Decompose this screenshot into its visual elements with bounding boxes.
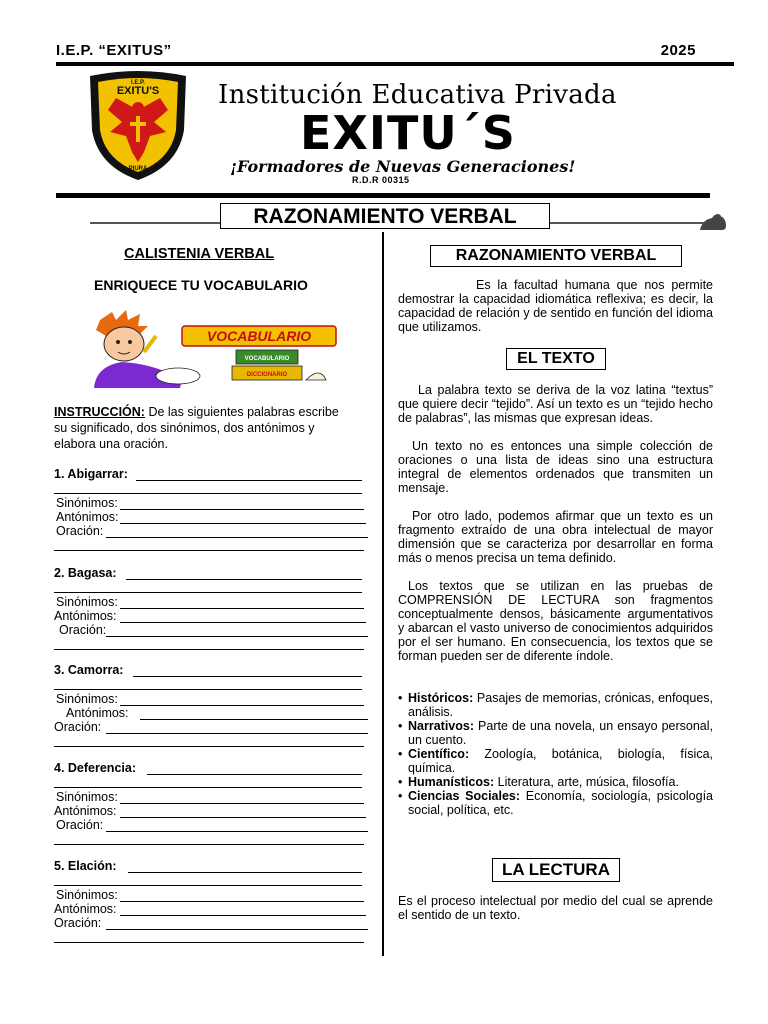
answer-line[interactable]	[120, 915, 366, 916]
synonyms-label: Sinónimos:	[56, 496, 118, 510]
instruction-text: De las siguientes palabras escribe su significado, dos sinónimos, dos antónimos y elabora una oración.	[54, 405, 339, 451]
answer-line[interactable]	[106, 636, 368, 637]
antonyms-label-row	[56, 510, 119, 524]
answer-line[interactable]	[106, 831, 368, 832]
answer-line[interactable]	[147, 774, 362, 775]
answer-line[interactable]	[106, 733, 368, 734]
exercise-word: 3. Camorra:	[54, 663, 124, 677]
synonyms-label: Sinónimos:	[56, 790, 118, 804]
sentence-label: Oración:	[56, 818, 104, 832]
antonyms-label-row	[54, 902, 117, 916]
header-rule	[56, 62, 734, 66]
antonyms-label: Antónimos:	[54, 804, 117, 818]
antonyms-label-row	[66, 706, 129, 720]
answer-line[interactable]	[106, 929, 368, 930]
answer-line[interactable]	[54, 592, 362, 593]
exercise-word: 4. Deferencia:	[54, 761, 136, 775]
crest-bottom-text: PIURA	[128, 166, 148, 172]
antonyms-label-row	[54, 804, 117, 818]
antonyms-label-row	[54, 609, 117, 623]
answer-line[interactable]	[120, 817, 366, 818]
left-subtitle: ENRIQUECE TU VOCABULARIO	[94, 277, 308, 293]
crest-top-text: I.E.P.	[131, 80, 145, 86]
lectura-paragraph: Es el proceso intelectual por medio del cual se aprende el sentido de un texto.	[398, 894, 713, 922]
answer-line[interactable]	[120, 608, 364, 609]
answer-line[interactable]	[136, 480, 362, 481]
brand-name: EXITU´S	[300, 106, 516, 160]
answer-line[interactable]	[120, 622, 366, 623]
antonyms-label: Antónimos:	[56, 510, 119, 524]
sentence-label: Oración:	[54, 720, 102, 734]
exercise-word-row	[54, 467, 128, 481]
answer-line[interactable]	[140, 719, 368, 720]
antonyms-label: Antónimos:	[54, 902, 117, 916]
vocabulary-illustration	[86, 310, 340, 392]
answer-line[interactable]	[54, 844, 364, 845]
institution-name: Institución Educativa Privada	[218, 80, 617, 110]
main-title: RAZONAMIENTO VERBAL	[220, 203, 550, 229]
texto-title: EL TEXTO	[506, 348, 606, 370]
synonyms-label-row	[56, 692, 118, 706]
mouse-icon	[698, 210, 728, 234]
answer-line[interactable]	[54, 942, 364, 943]
answer-line[interactable]	[54, 787, 362, 788]
sentence-label: Oración:	[56, 524, 104, 538]
answer-line[interactable]	[126, 579, 362, 580]
sentence-label-row	[54, 720, 101, 734]
answer-line[interactable]	[54, 689, 362, 690]
sentence-label-row	[59, 623, 106, 637]
paragraph-1: La palabra texto se deriva de la voz latina “textus” que quiere decir “tejido”. Así un texto es un “tejido hecho de palabras”, las mismas que expresan ideas.	[398, 383, 713, 425]
exercise-word-row	[54, 566, 117, 580]
answer-line[interactable]	[128, 872, 362, 873]
answer-line[interactable]	[54, 746, 364, 747]
instruction	[54, 404, 354, 452]
year: 2025	[660, 42, 696, 59]
text-type-item: • Humanísticos: Literatura, arte, música, filosofía.	[398, 775, 713, 789]
crest-name-text: EXITU'S	[116, 85, 160, 97]
text-types-list	[398, 691, 713, 817]
synonyms-label-row	[56, 496, 118, 510]
synonyms-label-row	[56, 888, 118, 902]
answer-line[interactable]	[54, 550, 364, 551]
antonyms-label: Antónimos:	[66, 706, 129, 720]
answer-line[interactable]	[120, 705, 364, 706]
paragraph-2: Un texto no es entonces una simple colección de oraciones o una lista de ideas sino una estructura integral de elementos ordenados que transmiten un mensaje.	[398, 439, 713, 495]
exercise-word: 5. Elación:	[54, 859, 117, 873]
text-type-item: • Ciencias Sociales: Economía, sociología, psicología social, política, etc.	[398, 789, 713, 817]
school-name: I.E.P. “EXITUS”	[56, 42, 172, 59]
lectura-title: LA LECTURA	[492, 858, 620, 882]
sentence-label: Oración:	[59, 623, 107, 637]
exercise-word-row	[54, 761, 136, 775]
synonyms-label-row	[56, 595, 118, 609]
sentence-label-row	[56, 524, 103, 538]
answer-line[interactable]	[120, 509, 364, 510]
text-type-item: • Narrativos: Parte de una novela, un ensayo personal, un cuento.	[398, 719, 713, 747]
school-crest-logo	[86, 70, 190, 182]
synonyms-label: Sinónimos:	[56, 692, 118, 706]
answer-line[interactable]	[106, 537, 368, 538]
synonyms-label: Sinónimos:	[56, 595, 118, 609]
answer-line[interactable]	[54, 493, 362, 494]
instruction-label: INSTRUCCIÓN:	[54, 405, 145, 419]
text-type-item: • Históricos: Pasajes de memorias, crónicas, enfoques, análisis.	[398, 691, 713, 719]
paragraph-4: Los textos que se utilizan en las pruebas de COMPRENSIÓN DE LECTURA son fragmentos conceptualmente densos, básicamente argumentativos y abarcan el vasto universo de conocimientos adquiridos por el ser humano. En consecuencia, los textos que se forman pueden ser de diferente índole.	[398, 579, 713, 663]
right-title: RAZONAMIENTO VERBAL	[430, 245, 682, 267]
answer-line[interactable]	[54, 649, 364, 650]
left-title: CALISTENIA VERBAL	[124, 246, 275, 262]
exercise-word: 1. Abigarrar:	[54, 467, 128, 481]
sentence-label: Oración:	[54, 916, 102, 930]
intro-paragraph: Es la facultad humana que nos permite demostrar la capacidad idiomática reflexiva; es decir, la capacidad de relación y de sentido en función del idioma que utilizamos.	[398, 278, 713, 334]
slogan: ¡Formadores de Nuevas Generaciones!	[230, 157, 576, 176]
book2-text: DICCIONARIO	[246, 372, 288, 378]
synonyms-label-row	[56, 790, 118, 804]
text-type-item: • Científico: Zoología, botánica, biología, física, química.	[398, 747, 713, 775]
answer-line[interactable]	[120, 523, 366, 524]
answer-line[interactable]	[133, 676, 362, 677]
paragraph-3: Por otro lado, podemos afirmar que un texto es un fragmento extraído de una obra intelectual de mayor dimensión que se caracteriza por desarrollar en forma más o menos precisa un tema definido.	[398, 509, 713, 565]
answer-line[interactable]	[120, 901, 364, 902]
page-header	[56, 42, 696, 59]
answer-line[interactable]	[120, 803, 364, 804]
banner-text: VOCABULARIO	[206, 328, 312, 344]
exercise-word-row	[54, 859, 117, 873]
exercise-word-row	[54, 663, 123, 677]
logo-rule	[56, 193, 710, 198]
antonyms-label: Antónimos:	[54, 609, 117, 623]
sentence-label-row	[56, 818, 103, 832]
book1-text: VOCABULARIO	[244, 356, 290, 362]
rdr-code: R.D.R 00315	[352, 175, 410, 185]
column-divider	[382, 232, 384, 956]
sentence-label-row	[54, 916, 101, 930]
synonyms-label: Sinónimos:	[56, 888, 118, 902]
exercise-word: 2. Bagasa:	[54, 566, 117, 580]
answer-line[interactable]	[54, 885, 362, 886]
